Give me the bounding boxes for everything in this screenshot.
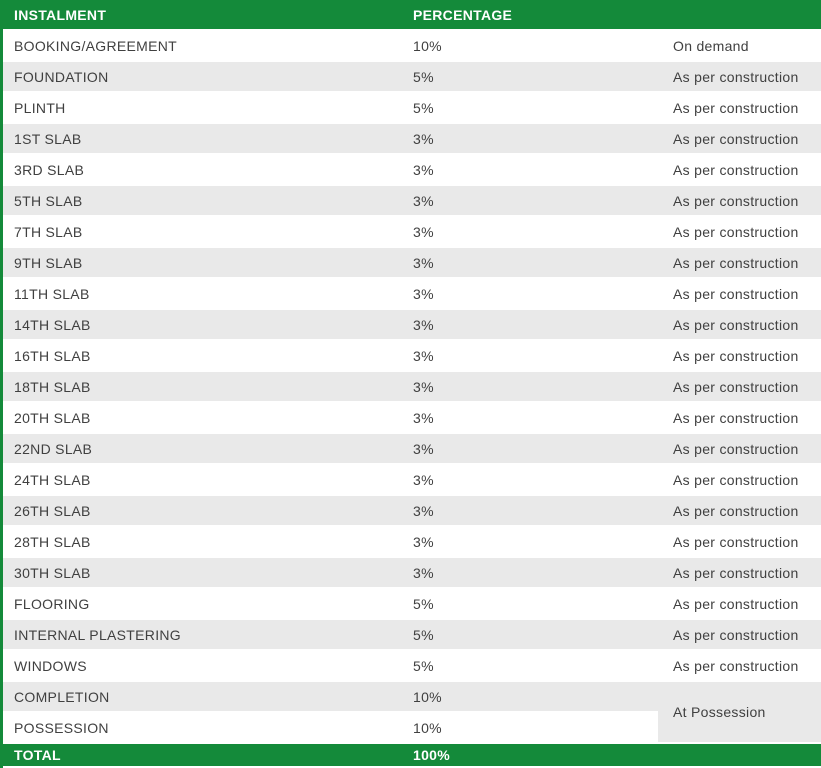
cell-schedule: As per construction [658,61,821,92]
cell-percentage: 3% [400,464,658,495]
column-header-schedule [658,0,821,30]
cell-schedule: On demand [658,30,821,61]
cell-instalment: 11TH SLAB [3,278,400,309]
cell-schedule: As per construction [658,371,821,402]
table-header-row [3,0,821,30]
cell-instalment: POSSESSION [3,712,400,743]
cell-instalment: 16TH SLAB [3,340,400,371]
cell-percentage: 5% [400,61,658,92]
cell-schedule: As per construction [658,92,821,123]
cell-percentage: 3% [400,526,658,557]
cell-percentage: 5% [400,619,658,650]
cell-instalment: 7TH SLAB [3,216,400,247]
cell-schedule: As per construction [658,526,821,557]
table-row [3,216,821,247]
table-row [3,278,821,309]
table-body [3,30,821,743]
cell-instalment: FLOORING [3,588,400,619]
cell-percentage: 5% [400,650,658,681]
cell-schedule: As per construction [658,123,821,154]
cell-schedule: As per construction [658,216,821,247]
cell-instalment: 5TH SLAB [3,185,400,216]
cell-percentage: 3% [400,278,658,309]
table-row [3,154,821,185]
table-row [3,557,821,588]
table-row [3,588,821,619]
cell-schedule: As per construction [658,464,821,495]
table-row [3,681,821,712]
table-total-row [3,743,821,766]
cell-instalment: 26TH SLAB [3,495,400,526]
cell-instalment: 28TH SLAB [3,526,400,557]
cell-instalment: 9TH SLAB [3,247,400,278]
cell-schedule: As per construction [658,619,821,650]
cell-schedule: At Possession [658,681,821,743]
cell-percentage: 3% [400,371,658,402]
cell-percentage: 3% [400,309,658,340]
table-row [3,30,821,61]
cell-percentage: 3% [400,495,658,526]
cell-percentage: 3% [400,216,658,247]
cell-instalment: PLINTH [3,92,400,123]
table-row [3,123,821,154]
cell-instalment: FOUNDATION [3,61,400,92]
cell-percentage: 3% [400,123,658,154]
cell-percentage: 5% [400,92,658,123]
cell-percentage: 3% [400,340,658,371]
instalment-table [3,0,821,766]
cell-instalment: 20TH SLAB [3,402,400,433]
table-row [3,464,821,495]
cell-percentage: 10% [400,30,658,61]
cell-percentage: 3% [400,247,658,278]
cell-schedule: As per construction [658,650,821,681]
cell-instalment: 30TH SLAB [3,557,400,588]
cell-instalment: INTERNAL PLASTERING [3,619,400,650]
table-row [3,309,821,340]
total-value: 100% [400,743,658,766]
table-row [3,92,821,123]
cell-schedule: As per construction [658,402,821,433]
cell-instalment: BOOKING/AGREEMENT [3,30,400,61]
cell-instalment: 3RD SLAB [3,154,400,185]
cell-percentage: 3% [400,402,658,433]
table-row [3,247,821,278]
column-header-percentage: PERCENTAGE [400,0,658,30]
table-row [3,185,821,216]
cell-instalment: 1ST SLAB [3,123,400,154]
table-row [3,495,821,526]
cell-schedule: As per construction [658,247,821,278]
cell-instalment: COMPLETION [3,681,400,712]
cell-schedule: As per construction [658,309,821,340]
table-row [3,619,821,650]
table-row [3,61,821,92]
cell-schedule: As per construction [658,340,821,371]
cell-instalment: 14TH SLAB [3,309,400,340]
cell-schedule: As per construction [658,557,821,588]
cell-percentage: 10% [400,712,658,743]
table-row [3,402,821,433]
table-row [3,371,821,402]
cell-percentage: 3% [400,154,658,185]
cell-percentage: 3% [400,557,658,588]
table-row [3,650,821,681]
cell-schedule: As per construction [658,588,821,619]
table-row [3,433,821,464]
cell-percentage: 5% [400,588,658,619]
cell-percentage: 3% [400,185,658,216]
cell-instalment: WINDOWS [3,650,400,681]
column-header-instalment: INSTALMENT [3,0,400,30]
total-label: TOTAL [3,743,400,766]
cell-schedule: As per construction [658,495,821,526]
table-row [3,526,821,557]
total-empty-cell [658,743,821,766]
cell-instalment: 18TH SLAB [3,371,400,402]
cell-schedule: As per construction [658,185,821,216]
table-row [3,340,821,371]
cell-percentage: 3% [400,433,658,464]
cell-schedule: As per construction [658,154,821,185]
cell-percentage: 10% [400,681,658,712]
cell-schedule: As per construction [658,278,821,309]
cell-instalment: 22ND SLAB [3,433,400,464]
cell-schedule: As per construction [658,433,821,464]
cell-instalment: 24TH SLAB [3,464,400,495]
